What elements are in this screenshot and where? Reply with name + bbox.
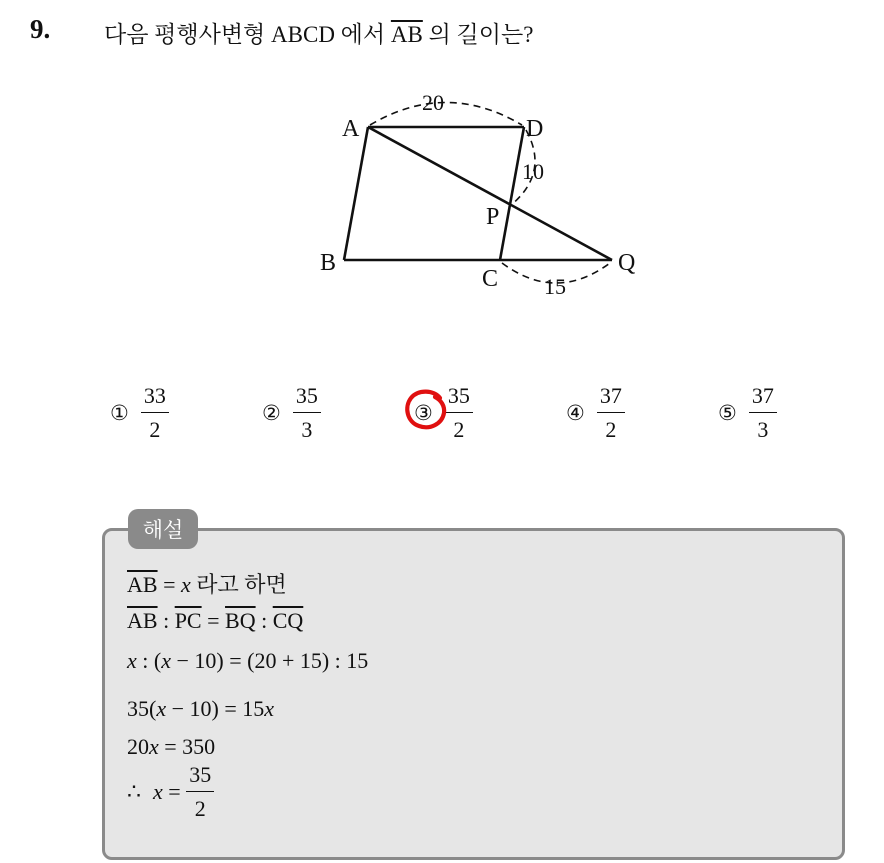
choice-1[interactable]: [110, 378, 169, 448]
side-dc: [500, 127, 524, 260]
segment-aq: [368, 127, 612, 260]
solution-line-2: $\overline{AB}$ : $\overline{PC} = \overline{BQ}$ : $\overline{CQ}$: [127, 608, 304, 633]
question-number: 9.: [30, 14, 51, 44]
length-cq: 15: [544, 274, 566, 299]
solution-line-3: x : (x − 10) = (20 + 15) : 15: [127, 648, 369, 673]
length-ad: 20: [422, 90, 444, 115]
segment-ab: $\overline{AB}$: [390, 22, 423, 47]
choice-number: ①: [110, 401, 129, 425]
solution-line-5: 20x = 350: [127, 734, 216, 759]
choice-fraction: $\frac{37}{3}$: [749, 385, 777, 441]
solution-line-6: ∴ x = $\frac{35}{2}$: [127, 764, 214, 820]
question-text-before: 다음 평행사변형 ABCD 에서: [104, 22, 386, 47]
question-text: [104, 16, 533, 49]
choice-number: ④: [566, 401, 585, 425]
arc-ad: [370, 103, 522, 126]
length-dp: 10: [522, 159, 544, 184]
choice-number: ②: [262, 401, 281, 425]
choice-fraction: $\frac{35}{2}$: [445, 385, 473, 441]
answer-circle-mark: [402, 386, 448, 432]
choice-number: ⑤: [718, 401, 737, 425]
side-ab: [344, 127, 368, 260]
label-b: B: [320, 250, 337, 276]
solution-tag: 해설: [128, 509, 198, 549]
choice-number: ③: [414, 401, 433, 425]
label-q: Q: [618, 250, 636, 276]
solution-line-1: $\overline{AB} = x$ 라고 하면: [127, 572, 287, 597]
label-d: D: [526, 116, 544, 142]
choice-fraction: $\frac{33}{2}$: [141, 385, 169, 441]
solution-fraction: $\frac{35}{2}$: [186, 764, 214, 820]
choice-fraction: $\frac{37}{2}$: [597, 385, 625, 441]
label-c: C: [482, 266, 499, 292]
question-text-after: 의 길이는?: [428, 22, 534, 47]
label-p: P: [486, 204, 500, 230]
choice-4[interactable]: [566, 378, 625, 448]
solution-line-4: 35(x − 10) = 15x: [127, 696, 274, 721]
label-a: A: [342, 116, 360, 142]
choice-5[interactable]: [718, 378, 777, 448]
choice-fraction: $\frac{35}{3}$: [293, 385, 321, 441]
choice-2[interactable]: [262, 378, 321, 448]
parallelogram-figure: [300, 78, 660, 308]
